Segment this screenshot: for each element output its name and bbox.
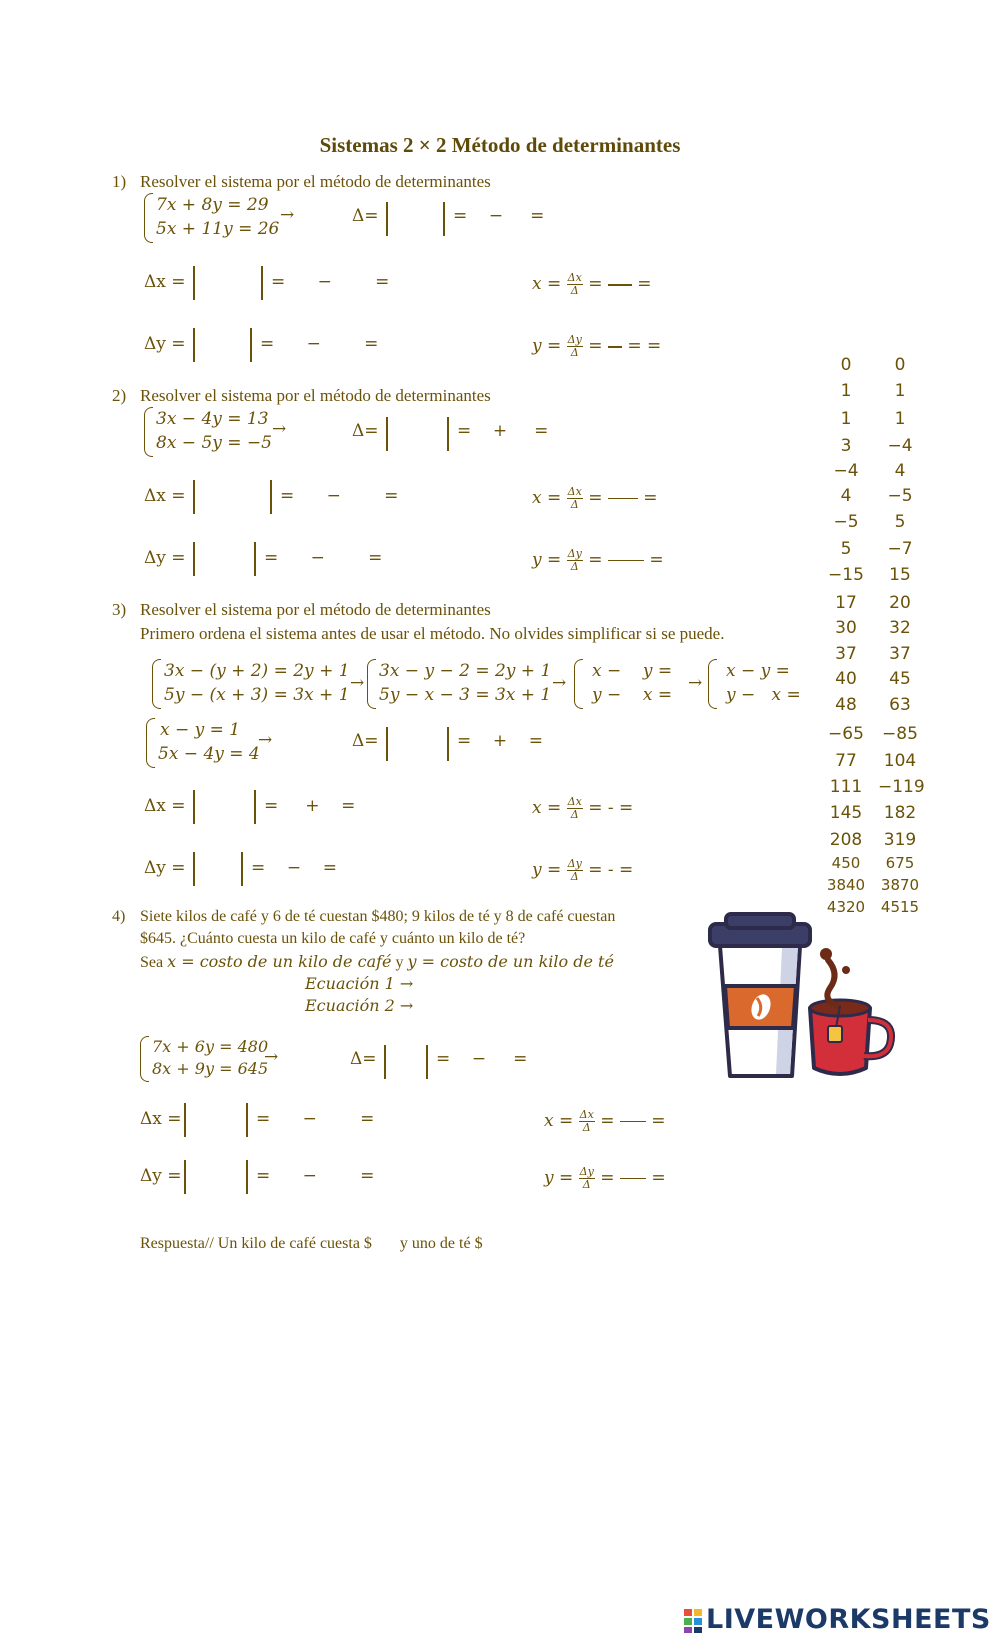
problem-1-instruction: Resolver el sistema por el método de determinantes xyxy=(140,172,491,191)
arrow-icon: → xyxy=(280,205,295,225)
dx-label: Δx = xyxy=(140,1109,182,1129)
equation-2: 5x − 4y = 4 xyxy=(158,744,260,764)
problem-1-number: 1) xyxy=(112,172,127,191)
answer-option[interactable]: −5 xyxy=(833,512,859,532)
answer-option[interactable]: 77 xyxy=(835,751,857,771)
arrow-icon: → xyxy=(552,673,567,693)
answer-option[interactable]: 208 xyxy=(829,830,863,850)
determinant-bar-left xyxy=(184,1160,186,1194)
answer-option[interactable]: 0 xyxy=(840,355,852,375)
determinant-bar-right xyxy=(254,542,256,576)
tea-mug-icon xyxy=(810,948,891,1074)
answer-option[interactable]: 3 xyxy=(840,436,852,456)
problem-3-instruction: Resolver el sistema por el método de determinantes xyxy=(140,600,491,619)
answer-option[interactable]: 182 xyxy=(883,803,917,823)
x-formula: x = $\frac{\Delta x}{\Delta}$ = = xyxy=(532,485,658,511)
answer-option[interactable]: 37 xyxy=(835,644,857,664)
determinant-bar-right xyxy=(270,480,272,514)
answer-option[interactable]: 1 xyxy=(894,409,906,429)
problem-3-number: 3) xyxy=(112,600,127,619)
problem-3-note: Primero ordena el sistema antes de usar el método. No olvides simplificar si se puede. xyxy=(140,624,725,643)
dy-result: = − = xyxy=(264,548,383,568)
answer-option[interactable]: 104 xyxy=(883,751,917,771)
determinant-bar-right xyxy=(426,1045,428,1079)
arrow-icon: → xyxy=(272,419,287,439)
determinant-bar-right xyxy=(241,852,243,886)
equation-1-label: Ecuación 1 → xyxy=(305,974,414,993)
determinant-bar-left xyxy=(193,852,195,886)
problem-3-system xyxy=(146,718,260,766)
answer-option[interactable]: 1 xyxy=(840,409,852,429)
dx-result: = − = xyxy=(271,272,390,292)
dy-label: Δy = xyxy=(144,548,186,568)
answer-option[interactable]: 40 xyxy=(835,669,857,689)
problem-2-instruction: Resolver el sistema por el método de determinantes xyxy=(140,386,491,405)
delta-label: Δ= xyxy=(352,421,379,441)
problem-4-statement-line-2: $645. ¿Cuánto cuesta un kilo de café y cuánto un kilo de té? xyxy=(140,930,526,947)
answer-option[interactable]: −7 xyxy=(887,539,913,559)
answer-option[interactable]: 111 xyxy=(829,777,863,797)
problem-4-system xyxy=(140,1036,268,1080)
determinant-bar-right xyxy=(250,328,252,362)
determinant-bar-right xyxy=(447,727,449,761)
answer-option[interactable]: −15 xyxy=(828,565,864,585)
y-formula: y = $\frac{\Delta y}{\Delta}$ = = = xyxy=(532,333,662,359)
dy-result: = − = xyxy=(251,858,337,878)
equation-2: 5x + 11y = 26 xyxy=(156,219,280,239)
answer-option[interactable]: 675 xyxy=(885,854,915,872)
answer-option[interactable]: 4 xyxy=(894,461,906,481)
equation-2-label: Ecuación 2 → xyxy=(305,996,414,1015)
determinant-bar-left xyxy=(386,727,388,761)
delta-result: = − = xyxy=(436,1049,528,1069)
system-step-3: x − y = y − x = xyxy=(574,659,672,707)
answer-option[interactable]: 4515 xyxy=(880,898,920,916)
answer-option[interactable]: 1 xyxy=(894,381,906,401)
problem-4-number: 4) xyxy=(112,908,126,925)
answer-option[interactable]: 32 xyxy=(889,618,911,638)
dx-result: = − = xyxy=(280,486,399,506)
coffee-cup-icon xyxy=(710,914,810,1076)
answer-option[interactable]: 20 xyxy=(889,593,911,613)
problem-4-variables: Sea x = costo de un kilo de café y y = costo de un kilo de té xyxy=(140,952,614,971)
answer-option[interactable]: 319 xyxy=(883,830,917,850)
determinant-bar-left xyxy=(384,1045,386,1079)
answer-option[interactable]: 48 xyxy=(835,695,857,715)
determinant-bar-left xyxy=(386,202,388,236)
answer-option[interactable]: −4 xyxy=(887,436,913,456)
problem-2-system xyxy=(144,407,272,455)
arrow-icon: → xyxy=(264,1047,279,1067)
answer-option[interactable]: 17 xyxy=(835,593,857,613)
answer-option[interactable]: 145 xyxy=(829,803,863,823)
answer-option[interactable]: 3870 xyxy=(880,876,920,894)
problem-1-system xyxy=(144,193,279,241)
answer-option[interactable]: −4 xyxy=(833,461,859,481)
determinant-bar-left xyxy=(193,266,195,300)
problem-4-statement-line-1: Siete kilos de café y 6 de té cuestan $480; 9 kilos de té y 8 de café cuestan xyxy=(140,908,616,925)
determinant-bar-right xyxy=(246,1103,248,1137)
dy-result: = − = xyxy=(260,334,379,354)
x-formula: x = $\frac{\Delta x}{\Delta}$ = = xyxy=(532,271,652,297)
answer-option[interactable]: 15 xyxy=(889,565,911,585)
equation-1: x − y = 1 xyxy=(160,720,241,740)
delta-result: = + = xyxy=(457,731,543,751)
determinant-bar-right xyxy=(447,417,449,451)
y-formula: y = $\frac{\Delta y}{\Delta}$ = - = xyxy=(532,857,634,883)
answer-option[interactable]: −85 xyxy=(882,724,918,744)
determinant-bar-right xyxy=(443,202,445,236)
dx-result: = + = xyxy=(264,796,356,816)
determinant-bar-left xyxy=(193,542,195,576)
system-step-1: 3x − (y + 2) = 2y + 1 5y − (x + 3) = 3x + 1 xyxy=(152,659,350,707)
liveworksheets-brand: LIVEWORKSHEETS xyxy=(684,1604,991,1635)
dy-result: = − = xyxy=(256,1166,375,1186)
dx-label: Δx = xyxy=(144,796,186,816)
answer-option[interactable]: 5 xyxy=(840,539,852,559)
dy-label: Δy = xyxy=(144,334,186,354)
dx-label: Δx = xyxy=(144,272,186,292)
answer-option[interactable]: 4 xyxy=(840,486,852,506)
equation-2: 8x − 5y = −5 xyxy=(156,433,272,453)
system-step-4: x − y = y − x = xyxy=(708,659,801,707)
determinant-bar-left xyxy=(193,480,195,514)
answer-option[interactable]: −5 xyxy=(887,486,913,506)
answer-option[interactable]: 5 xyxy=(894,512,906,532)
page-title: Sistemas 2 × 2 Método de determinantes xyxy=(319,133,681,157)
delta-label: Δ= xyxy=(352,731,379,751)
dx-result: = − = xyxy=(256,1109,375,1129)
determinant-bar-left xyxy=(193,328,195,362)
determinant-bar-right xyxy=(254,790,256,824)
arrow-icon: → xyxy=(688,673,703,693)
x-formula: x = $\frac{\Delta x}{\Delta}$ = - = xyxy=(532,795,634,821)
answer-option[interactable]: −119 xyxy=(878,777,925,797)
arrow-icon: → xyxy=(258,730,273,750)
answer-option[interactable]: 30 xyxy=(835,618,857,638)
system-step-2: 3x − y − 2 = 2y + 1 5y − x − 3 = 3x + 1 xyxy=(367,659,551,707)
x-formula: x = $\frac{\Delta x}{\Delta}$ = = xyxy=(544,1108,666,1134)
answer-option[interactable]: 4320 xyxy=(826,898,866,916)
equation-2: 8x + 9y = 645 xyxy=(152,1059,269,1078)
delta-label: Δ= xyxy=(352,206,379,226)
equation-1: 3x − 4y = 13 xyxy=(156,409,269,429)
answer-option[interactable]: 3840 xyxy=(826,876,866,894)
answer-option[interactable]: 450 xyxy=(831,854,861,872)
coffee-cups-illustration xyxy=(700,908,918,1098)
equation-1: 7x + 8y = 29 xyxy=(156,195,269,215)
answer-option[interactable]: 37 xyxy=(889,644,911,664)
dy-label: Δy = xyxy=(140,1166,182,1186)
y-formula: y = $\frac{\Delta y}{\Delta}$ = = xyxy=(544,1165,666,1191)
determinant-bar-left xyxy=(386,417,388,451)
delta-result: = + = xyxy=(457,421,549,441)
dy-label: Δy = xyxy=(144,858,186,878)
answer-option[interactable]: 45 xyxy=(889,669,911,689)
dx-label: Δx = xyxy=(144,486,186,506)
problem-2-number: 2) xyxy=(112,386,127,405)
answer-option[interactable]: 0 xyxy=(894,355,906,375)
answer-option[interactable]: −65 xyxy=(828,724,864,744)
delta-label: Δ= xyxy=(350,1049,377,1069)
delta-result: = − = xyxy=(453,206,545,226)
answer-option[interactable]: 63 xyxy=(889,695,911,715)
equation-1: 7x + 6y = 480 xyxy=(152,1037,269,1056)
determinant-bar-right xyxy=(261,266,263,300)
answer-option[interactable]: 1 xyxy=(840,381,852,401)
liveworksheets-logo-icon xyxy=(684,1609,702,1633)
y-formula: y = $\frac{\Delta y}{\Delta}$ = = xyxy=(532,547,664,573)
arrow-icon: → xyxy=(350,673,365,693)
answer-sentence: Respuesta// Un kilo de café cuesta $ y uno de té $ xyxy=(140,1235,483,1252)
determinant-bar-left xyxy=(184,1103,186,1137)
determinant-bar-left xyxy=(193,790,195,824)
determinant-bar-right xyxy=(246,1160,248,1194)
